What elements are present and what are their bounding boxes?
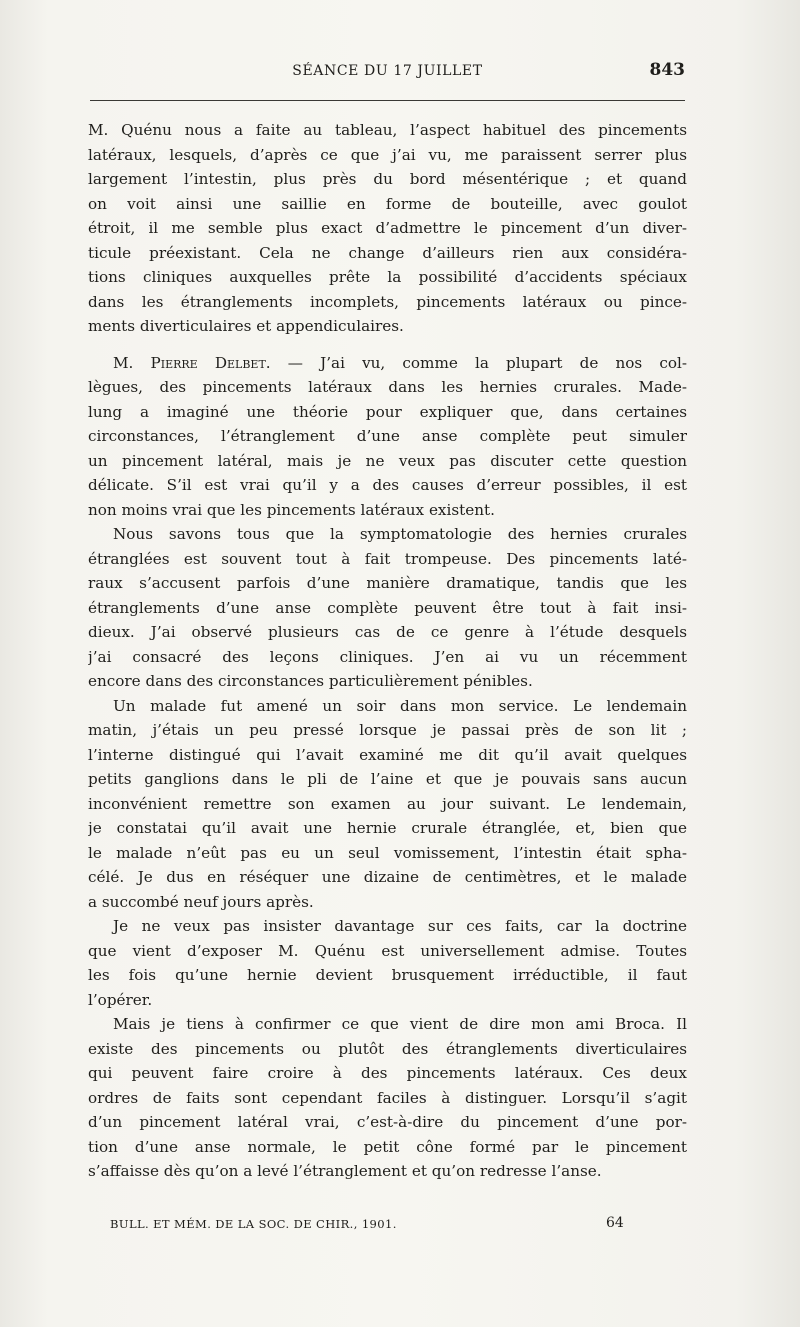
text-line: lung a imaginé une théorie pour expliquer que, dans certaines: [88, 402, 687, 421]
text-line: inconvénient remettre son examen au jour suivant. Le lendemain,: [88, 794, 687, 813]
text-line: lègues, des pincements latéraux dans les hernies crurales. Made-: [88, 378, 687, 396]
text-line: ticule préexistant. Cela ne change d’ailleurs rien aux considéra-: [88, 243, 687, 262]
paragraph-spacer: [88, 339, 687, 351]
text-line: les fois qu’une hernie devient brusquement irréductible, il faut: [88, 966, 687, 984]
running-head: [90, 60, 685, 90]
body-text: [88, 118, 687, 1184]
running-title: SÉANCE DU 17 JUILLET: [292, 63, 483, 79]
text-line: tion d’une anse normale, le petit cône formé par le pincement: [88, 1137, 687, 1156]
text-line: [88, 351, 687, 376]
text-line: le malade n’eût pas eu un seul vomissement, l’intestin était spha-: [88, 843, 687, 862]
footer-signature: 64: [606, 1215, 624, 1231]
footer-source: BULL. ET MÉM. DE LA SOC. DE CHIR., 1901.: [110, 1217, 397, 1231]
text-line: dieux. J’ai observé plusieurs cas de ce genre à l’étude desquels: [88, 623, 687, 641]
text-line: que vient d’exposer M. Quénu est universellement admise. Toutes: [88, 941, 687, 960]
text-line: étranglements d’une anse complète peuvent être tout à fait insi-: [88, 598, 687, 617]
text-line: Je ne veux pas insister davantage sur ces faits, car la doctrine: [113, 917, 687, 935]
text-line: d’un pincement latéral vrai, c’est-à-dire du pincement d’une por-: [88, 1113, 687, 1131]
text-line: j’ai consacré des leçons cliniques. J’en ai vu un récemment: [88, 647, 687, 666]
text-line: existe des pincements ou plutôt des étranglements diverticulaires: [88, 1039, 687, 1058]
text-line: un pincement latéral, mais je ne veux pas discuter cette question: [88, 451, 687, 470]
text-line: dans les étranglements incomplets, pincements latéraux ou pince-: [88, 292, 687, 311]
text-line: tions cliniques auxquelles prête la possibilité d’accidents spéciaux: [88, 268, 687, 286]
text-line: célé. Je dus en réséquer une dizaine de centimètres, et le malade: [88, 868, 687, 886]
text-line: largement l’intestin, plus près du bord mésentérique ; et quand: [88, 170, 687, 188]
paragraph-delbet-intro: [88, 351, 687, 523]
text-line: l’interne distingué qui l’avait examiné me dit qu’il avait quelques: [88, 745, 687, 764]
speaker-name: M. Pierre Delbet.: [113, 353, 271, 372]
text-line: l’opérer.: [88, 990, 153, 1009]
text-line: je constatai qu’il avait une hernie crurale étranglée, et, bien que: [88, 819, 687, 837]
text-line: encore dans des circonstances particulièrement pénibles.: [88, 672, 533, 690]
header-rule: [90, 100, 685, 101]
text-line: matin, j’étais un peu pressé lorsque je passai près de son lit ;: [88, 721, 687, 739]
page-footer: [88, 1215, 687, 1239]
text-line: Un malade fut amené un soir dans mon service. Le lendemain: [113, 696, 687, 715]
text-line: qui peuvent faire croire à des pincements latéraux. Ces deux: [88, 1064, 687, 1082]
paragraph-symptomatology: [88, 522, 687, 694]
text-line: non moins vrai que les pincements latéraux existent.: [88, 500, 495, 519]
text-line: petits ganglions dans le pli de l’aine et que je pouvais sans aucun: [88, 770, 687, 788]
text-line: circonstances, l’étranglement d’une anse complète peut simuler: [88, 427, 687, 445]
text-line: s’affaisse dès qu’on a levé l’étranglement et qu’on redresse l’anse.: [88, 1162, 602, 1180]
text-line: Mais je tiens à confirmer ce que vient de dire mon ami Broca. Il: [113, 1015, 687, 1033]
text-line: délicate. S’il est vrai qu’il y a des causes d’erreur possibles, il est: [88, 476, 687, 494]
page-number: 843: [649, 60, 685, 80]
paragraph-doctrine: [88, 914, 687, 1012]
text-line: ordres de faits sont cependant faciles à distinguer. Lorsqu’il s’agit: [88, 1088, 687, 1107]
text-line: latéraux, lesquels, d’après ce que j’ai vu, me paraissent serrer plus: [88, 145, 687, 164]
text-line: a succombé neuf jours après.: [88, 892, 314, 911]
text-line: étroit, il me semble plus exact d’admettre le pincement d’un diver-: [88, 219, 687, 237]
paragraph-diverticular: [88, 1012, 687, 1184]
text-line: Nous savons tous que la symptomatologie des hernies crurales: [113, 525, 687, 543]
text-line: on voit ainsi une saillie en forme de bouteille, avec goulot: [88, 194, 687, 213]
paragraph-case-report: [88, 694, 687, 915]
text-line: ments diverticulaires et appendiculaires.: [88, 317, 404, 335]
text-line: raux s’accusent parfois d’une manière dramatique, tandis que les: [88, 574, 687, 592]
paragraph-quenu-conclusion: [88, 118, 687, 339]
speaker-line-text: — J’ai vu, comme la plupart de nos col-: [270, 353, 687, 372]
text-line: M. Quénu nous a faite au tableau, l’aspect habituel des pincements: [88, 121, 687, 139]
text-line: étranglées est souvent tout à fait trompeuse. Des pincements laté-: [88, 549, 687, 568]
